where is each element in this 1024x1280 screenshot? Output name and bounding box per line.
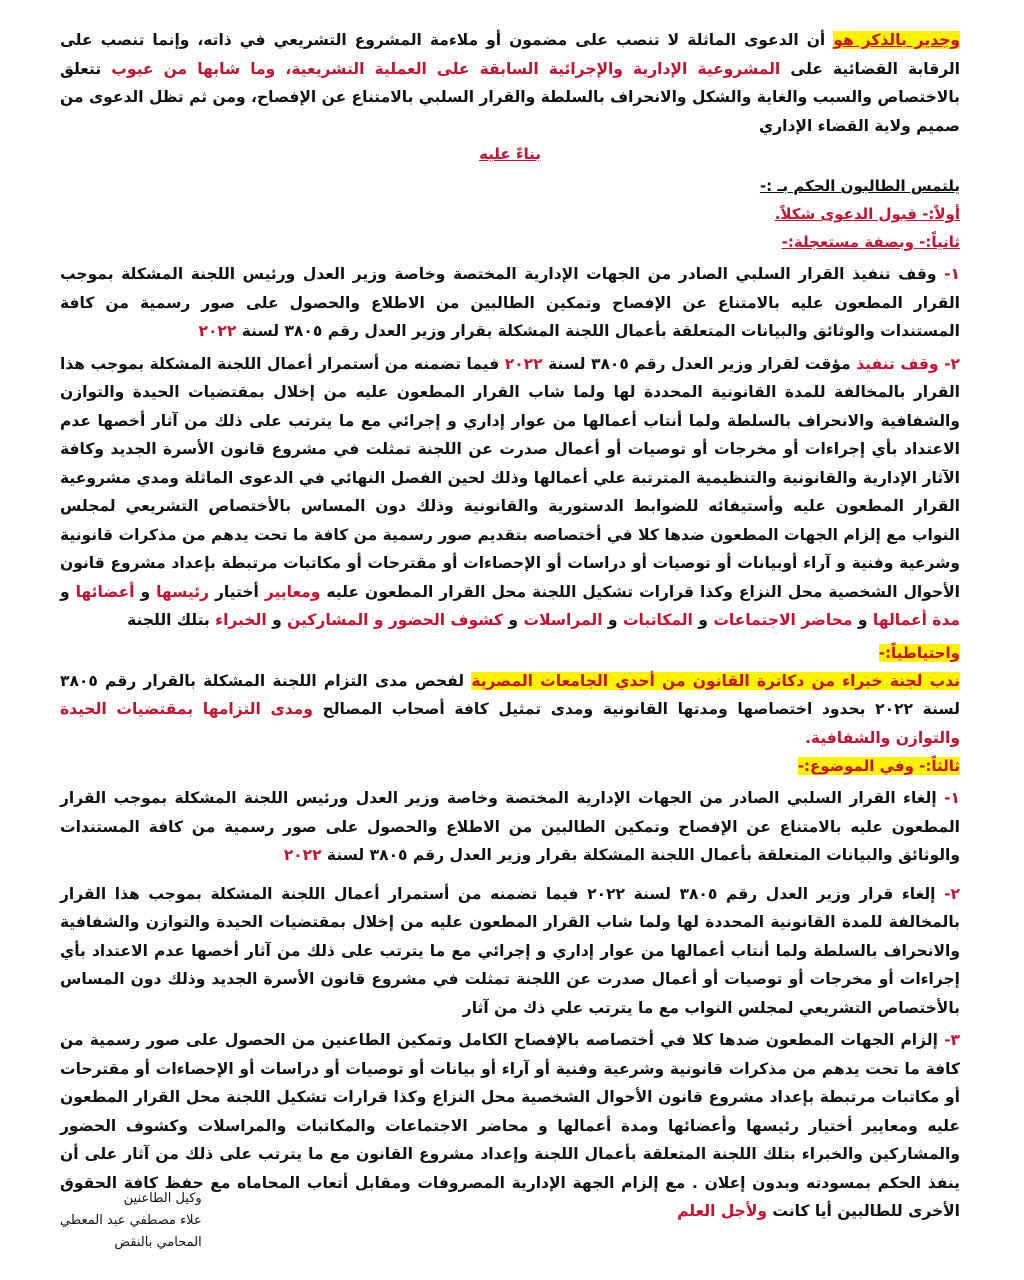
- reserve-heading-text: واحتياطياً:-: [878, 643, 960, 662]
- third-heading-text: ثالثاً:- وفي الموضوع:-: [797, 757, 960, 775]
- item-year: ٢٠٢٢: [198, 322, 237, 340]
- reserve-red-text: ومدى التزامها بمقتضيات الحيدة والتوازن والشفافية.: [60, 700, 960, 747]
- red-term: مدة أعمالها: [872, 611, 960, 629]
- item-text: و: [503, 611, 524, 629]
- item-lead: وقف تنفيذ: [856, 354, 945, 373]
- item-text: إلغاء قرار وزير العدل رقم ٣٨٠٥ لسنة ٢٠٢٢ فيما تضمنه من أستمرار أعمال اللجنة المشكلة بموجب هذا القرار بالمخالفة للمدة القانونية المحددة لها ولما شاب القرار المطعون عليه من إخلال بمقتضيات الحيدة والتوازن والشفافية والانحراف بالسلطة ولما أنتاب أعمالها من عوار إداري و إجرائي مع ما يترتب على ذلك من آثار أخصها عدم الاعتداد بأي إجراءات أو مخرجات أو توصيات أو أعمال صدرت عن اللجنة تمثلت في مشروع قانون الأسرة الجديد وذلك دون المساس بالأختصاص التشريعي لمجلس النواب مع ما يترتب علي ذك من آثار: [60, 884, 960, 1017]
- intro-paragraph: [60, 26, 960, 140]
- item-text: إلغاء القرار السلبي الصادر من الجهات الإدارية المختصة وخاصة وزير العدل ورئيس اللجنة المشكلة بموجب القرار المطعون عليه بالامتناع عن الإفصاح وتمكين الطالبين من الاطلاع والحصول على صور رسمية من كافة المستندات والوثائق والبيانات المتعلقة بأعمال اللجنة المشكلة بقرار وزير العدل رقم ٣٨٠٥ لسنة: [60, 789, 960, 864]
- item-year: ٢٠٢٢: [283, 846, 322, 864]
- item-number: ٢-: [944, 884, 960, 903]
- reserve-text: لفحص مدى التزام اللجنة المشكلة بالقرار رقم ٣٨٠٥ لسنة ٢٠٢٢ بحدود اختصاصها ومدتها القانونية ومدى تمثيل كافة أصحاب المصالح: [60, 671, 960, 718]
- merits-item-2: [60, 880, 960, 1023]
- item-text: و: [60, 582, 76, 601]
- intro-red-text: المشروعية الإدارية والإجرائية السابقة على العملية التشريعية، وما شابها من عيوب: [111, 59, 781, 78]
- reserve-heading: [60, 639, 960, 667]
- item-text: بتلك اللجنة: [127, 611, 216, 629]
- signature-block: [60, 1188, 202, 1254]
- item-text: و: [134, 582, 157, 601]
- item-number: ١-: [944, 789, 960, 807]
- merits-item-1: [60, 784, 960, 870]
- signature-name: علاء مصطفي عبد المعطي: [60, 1213, 202, 1228]
- item-number: ٣-: [944, 1031, 960, 1049]
- item-text: مؤقت لقرار وزير العدل رقم ٣٨٠٥ لسنة: [542, 354, 857, 373]
- intro-text-2: تتعلق بالاختصاص والسبب والغاية والشكل والانحراف بالسلطة والقرار السلبي بالامتناع عن الإفصاح، ومن ثم تظل الدعوى من صميم ولاية القضاء الإداري: [60, 59, 960, 135]
- item-text: إلزام الجهات المطعون ضدها كلا في أختصاصه بالإفصاح الكامل وتمكين الطاعنين من الحصول على صور رسمية من كافة ما تحت يدهم من مذكرات قانونية وشرعية وفنية أو آراء أو بيانات أو توصيات أو دراسات أو الإحصاءات أو مقترحات أو مكاتبات مرتبطة بإعداد مشروع قانون الأحوال الشخصية محل النزاع وكذا قرارات تشكيل اللجنة محل القرار المطعون عليه ومعايير أختيار رئيسها وأعضائها ومدة أعمالها و محاضر الاجتماعات والمكاتبات والمراسلات وكشوف الحضور والمشاركين والخبراء بتلك اللجنة المتعلقة بأعمال اللجنة وإعداد مشروع القانون مع ما يترتب على ذلك من آثار على أن ينفذ الحكم بمسودته وبدون إعلان . مع إلزام الجهة الإدارية المصروفات ومقابل أتعاب المحاماه مع حفظ كافة الحقوق الأخرى للطالبين أيا كانت: [60, 1031, 960, 1220]
- red-term: المكاتبات: [622, 611, 693, 629]
- item-text: وقف تنفيذ القرار السلبي الصادر من الجهات الإدارية المختصة وخاصة وزير العدل ورئيس اللجنة المشكلة بموجب القرار المطعون عليه بالامتناع عن الإفصاح وتمكين الطالبين من الاطلاع والحصول على صور رسمية من كافة المستندات والوثائق والبيانات المتعلقة بأعمال اللجنة المشكلة بقرار وزير العدل رقم ٣٨٠٥ لسنة: [60, 265, 960, 340]
- red-term: رئيسها: [156, 582, 209, 601]
- red-term: الخبراء: [215, 611, 267, 629]
- urgent-item-1: [60, 260, 960, 346]
- item-text: أختيار: [208, 582, 265, 601]
- item-text: و: [852, 611, 873, 629]
- item-number: ٢-: [944, 354, 960, 373]
- red-term: كشوف الحضور و المشاركين: [287, 611, 504, 629]
- signature-title: وكيل الطاعنين: [123, 1191, 202, 1206]
- requests-heading: يلتمس الطالبون الحكم بـ :-: [759, 177, 960, 195]
- reserve-highlight: ندب لجنة خبراء من دكاترة القانون من أحدي الجامعات المصرية: [471, 671, 960, 690]
- reserve-paragraph: [60, 667, 960, 753]
- based-heading: بناءً عليه: [479, 145, 541, 163]
- first-request: أولاً:- قبول الدعوى شكلاً.: [774, 205, 960, 223]
- third-heading: [60, 752, 960, 780]
- red-term: المراسلات: [523, 611, 603, 629]
- second-request-heading: ثانياً:- وبصفة مستعجلة:-: [781, 233, 960, 251]
- signature-role: المحامي بالنقض: [114, 1235, 202, 1250]
- item-red-ending: ولأجل العلم: [677, 1202, 773, 1220]
- item-text: و: [602, 611, 623, 629]
- intro-prefix: وجدير بالذكر هو: [833, 31, 960, 49]
- urgent-item-2: [60, 350, 960, 635]
- intro-text-1: أن الدعوى الماثلة لا تنصب على مضمون أو ملاءمة المشروع التشريعي في ذاته، وإنما تنصب على الرقابة القضائية على: [60, 31, 960, 78]
- item-number: ١-: [944, 265, 960, 283]
- item-text: و: [692, 611, 714, 629]
- item-text: و: [266, 611, 288, 629]
- item-year: ٢٠٢٢: [504, 354, 543, 373]
- document-body: [60, 26, 960, 1226]
- red-term: محاضر الاجتماعات: [713, 611, 853, 629]
- red-term: أعضائها: [75, 582, 135, 601]
- item-text: فيما تضمنه من أستمرار أعمال اللجنة المشكلة بموجب هذا القرار بالمخالفة للمدة القانونية المحددة لها ولما شاب القرار المطعون عليه من إخلال بمقتضيات الحيدة والتوازن والشفافية والانحراف بالسلطة ولما أنتاب أعمالها من عوار إداري و إجرائي مع ما يترتب على ذلك من آثار أخصها عدم الاعتداد بأي إجراءات أو مخرجات أو توصيات أو أعمال صدرت عن اللجنة تمثلت في مشروع قانون الأسرة الجديد وكافة الآثار الإدارية والقانونية والتنظيمية المترتبة علي أعمالها وذلك لحين الفصل النهائي في الدعوى الماثلة ومدي مشروعية القرار المطعون عليه وأستيفائه للضوابط الدستورية والقانونية وذلك دون المساس بالأختصاص التشريعي لمجلس النواب مع إلزام الجهات المطعون ضدها كلا في أختصاصه بتقديم صور رسمية من كافة ما تحت يدهم من مذكرات قانونية وشرعية وفنية و آراء أوبيانات أو توصيات أو دراسات أو الإحصاءات أو مقترحات أو مكاتبات مرتبطة بإعداد مشروع قانون الأحوال الشخصية محل النزاع وكذا قرارات تشكيل اللجنة محل القرار المطعون عليه: [60, 354, 960, 601]
- red-term: ومعايير: [264, 582, 321, 601]
